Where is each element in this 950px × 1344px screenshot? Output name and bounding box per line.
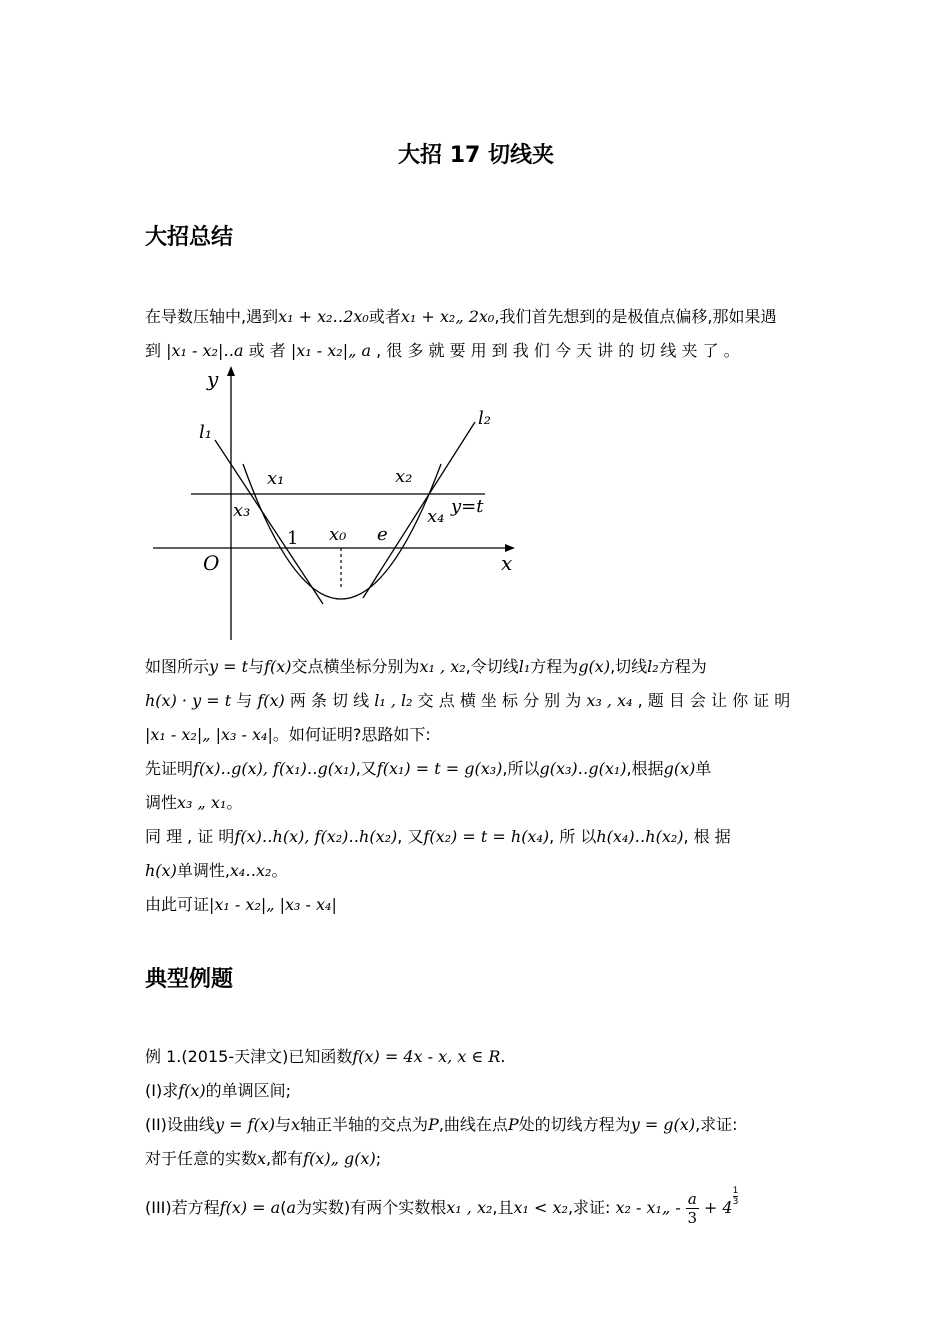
math-expr: x₁ + x₂‥2x₀ bbox=[278, 307, 369, 326]
question-3: (III)若方程f(x) = a(a为实数)有两个实数根x₁ , x₂,且x₁ < x₂,求证: x₂ - x₁„ - $\frac{a}{3}$ + 4 $\frac{1}{3}$ bbox=[145, 1186, 739, 1227]
explain-line-2: h(x) · y = t 与 f(x) 两 条 切 线 l₁ , l₂ 交 点 横 坐 标 分 别 为 x₃ , x₄ , 题 目 会 让 你 证 明 bbox=[145, 691, 791, 710]
intro-line-2: 到 |x₁ - x₂|‥a 或 者 |x₁ - x₂|„ a , 很 多 就 要 用 到 我 们 今 天 讲 的 切 线 夹 了 。 bbox=[145, 341, 740, 360]
y-axis-label: y bbox=[207, 367, 219, 391]
x2-label: x₂ bbox=[395, 466, 413, 487]
x3-label: x₃ bbox=[233, 500, 251, 521]
x-axis-label: x bbox=[501, 551, 513, 575]
explain-line-6: 同 理 , 证 明f(x)‥h(x), f(x₂)‥h(x₂), 又f(x₂) = t = h(x₄), 所 以h(x₄)‥h(x₂), 根 据 bbox=[145, 827, 731, 846]
x1-label: x₁ bbox=[267, 468, 285, 489]
l1-label: l₁ bbox=[199, 422, 212, 443]
question-2: (II)设曲线y = f(x)与x轴正半轴的交点为P,曲线在点P处的切线方程为y = g(x),求证: bbox=[145, 1115, 738, 1134]
explain-line-3: |x₁ - x₂|„ |x₃ - x₄|。如何证明?思路如下: bbox=[145, 725, 431, 744]
explain-line-4: 先证明f(x)‥g(x), f(x₁)‥g(x₁),又f(x₁) = t = g(x₃),所以g(x₃)‥g(x₁),根据g(x)单 bbox=[145, 759, 712, 778]
origin-label: O bbox=[203, 551, 220, 575]
x0-label: x₀ bbox=[329, 524, 347, 545]
fraction: $\frac{a}{3}$ bbox=[687, 1190, 698, 1227]
l2-label: l₂ bbox=[478, 408, 491, 429]
math-expr: |x₁ - x₂|„ a bbox=[290, 341, 371, 360]
explain-line-8: 由此可证|x₁ - x₂|„ |x₃ - x₄| bbox=[145, 895, 337, 914]
intro-line-1: 在导数压轴中,遇到x₁ + x₂‥2x₀或者x₁ + x₂„ 2x₀,我们首先想到的是极值点偏移,那如果遇 bbox=[145, 307, 777, 326]
question-1: (I)求f(x)的单调区间; bbox=[145, 1081, 292, 1100]
example-paragraph bbox=[145, 1040, 807, 1227]
math-expr: x₁ + x₂„ 2x₀ bbox=[400, 307, 495, 326]
question-2-cont: 对于任意的实数x,都有f(x)„ g(x); bbox=[145, 1149, 382, 1168]
tangent-figure bbox=[145, 364, 525, 644]
section-heading-examples: 典型例题 bbox=[145, 967, 234, 992]
example-statement: 例 1.(2015-天津文)已知函数f(x) = 4x - x, x ∈ R. bbox=[145, 1047, 506, 1066]
line-y-t-label: y=t bbox=[451, 496, 484, 517]
explain-line-5: 调性x₃ „ x₁。 bbox=[145, 793, 243, 812]
explain-line-7: h(x)单调性,x₄‥x₂。 bbox=[145, 861, 288, 880]
e-label: e bbox=[377, 524, 388, 545]
exponent-fraction: $\frac{1}{3}$ bbox=[732, 1186, 739, 1207]
y-axis-arrow bbox=[227, 366, 235, 376]
inequality-expr: x₂ - x₁„ - bbox=[615, 1198, 681, 1217]
intro-paragraph bbox=[145, 300, 807, 368]
page-title: 大招 17 切线夹 bbox=[398, 143, 554, 168]
explanation-paragraph bbox=[145, 650, 807, 922]
math-expr: |x₁ - x₂|‥a bbox=[166, 341, 244, 360]
explain-line-1: 如图所示y = t与f(x)交点横坐标分别为x₁ , x₂,令切线l₁方程为g(x),切线l₂方程为 bbox=[145, 657, 707, 676]
x4-label: x₄ bbox=[427, 506, 445, 527]
section-heading-summary: 大招总结 bbox=[145, 225, 234, 250]
one-label: 1 bbox=[287, 528, 299, 549]
